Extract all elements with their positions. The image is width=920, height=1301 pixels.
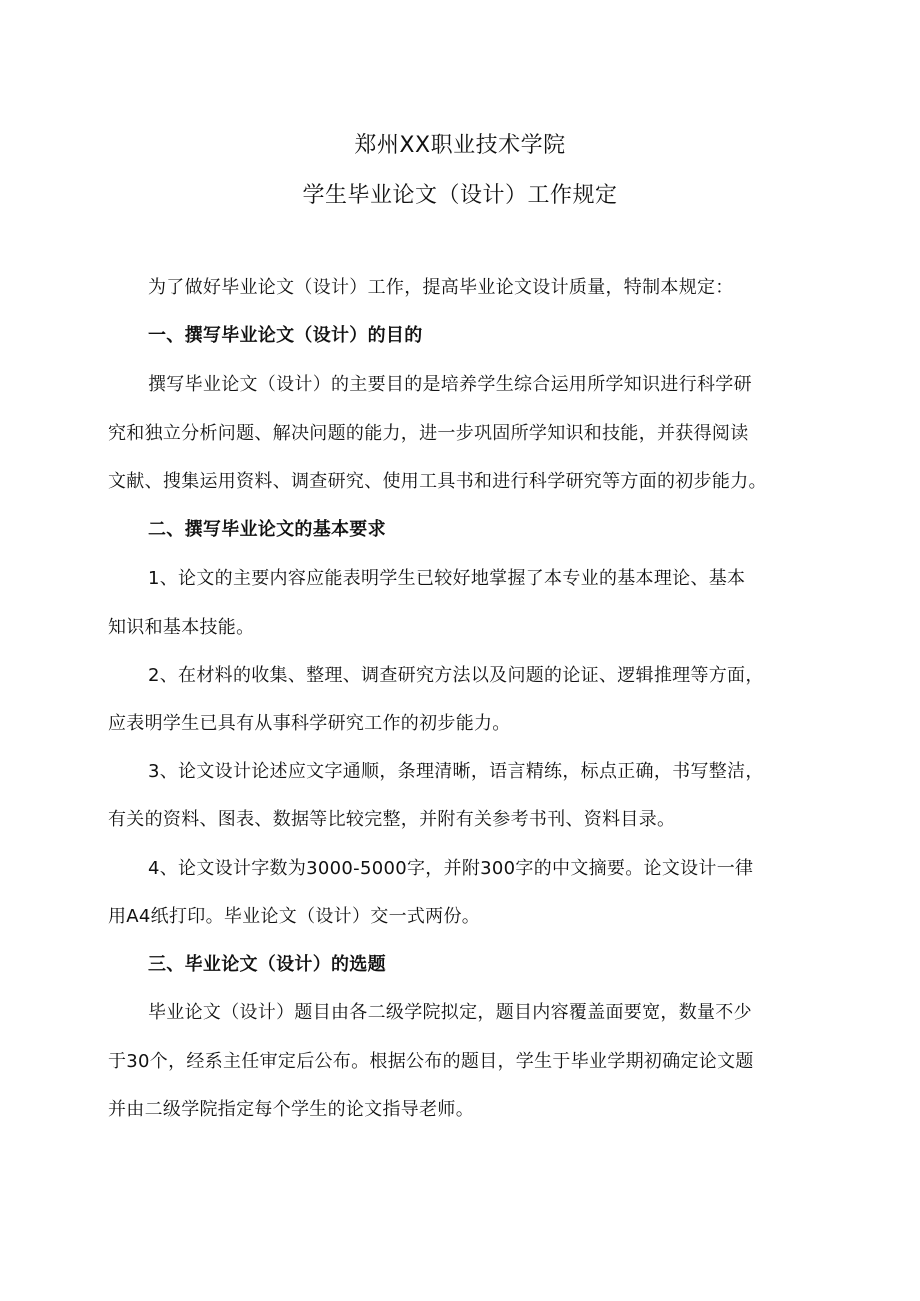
requirement-item-2-line: 2、在材料的收集、整理、调查研究方法以及问题的论证、逻辑推理等方面， xyxy=(148,665,764,686)
document-title-line-2: 学生毕业论文（设计）工作规定 xyxy=(302,183,618,208)
intro-paragraph: 为了做好毕业论文（设计）工作，提高毕业论文设计质量，特制本规定： xyxy=(148,277,734,298)
section-3-paragraph-line: 于30个，经系主任审定后公布。根据公布的题目，学生于毕业学期初确定论文题 xyxy=(108,1051,754,1072)
requirement-item-1-line: 1、论文的主要内容应能表明学生已较好地掌握了本专业的基本理论、基本 xyxy=(148,568,746,589)
section-2-heading: 二、撰写毕业论文的基本要求 xyxy=(148,519,386,540)
requirement-item-3-line: 有关的资料、图表、数据等比较完整，并附有关参考书刊、资料目录。 xyxy=(108,809,676,830)
requirement-item-4-line: 用A4纸打印。毕业论文（设计）交一式两份。 xyxy=(108,906,481,927)
section-1-heading: 一、撰写毕业论文（设计）的目的 xyxy=(148,325,423,346)
requirement-item-1-line: 知识和基本技能。 xyxy=(108,617,255,638)
section-1-paragraph-line: 撰写毕业论文（设计）的主要目的是培养学生综合运用所学知识进行科学研 xyxy=(148,374,752,395)
requirement-item-4-line: 4、论文设计字数为3000-5000字，并附300字的中文摘要。论文设计一律 xyxy=(148,858,754,879)
section-1-paragraph-line: 究和独立分析问题、解决问题的能力，进一步巩固所学知识和技能，并获得阅读 xyxy=(108,423,749,444)
section-3-paragraph-line: 并由二级学院指定每个学生的论文指导老师。 xyxy=(108,1099,474,1120)
section-1-paragraph-line: 文献、搜集运用资料、调查研究、使用工具书和进行科学研究等方面的初步能力。 xyxy=(108,471,767,492)
requirement-item-2-line: 应表明学生已具有从事科学研究工作的初步能力。 xyxy=(108,713,511,734)
requirement-item-3-line: 3、论文设计论述应文字通顺，条理清晰，语言精练，标点正确，书写整洁， xyxy=(148,761,764,782)
section-3-heading: 三、毕业论文（设计）的选题 xyxy=(148,954,386,975)
document-title-line-1: 郑州XX职业技术学院 xyxy=(354,133,566,158)
section-3-paragraph-line: 毕业论文（设计）题目由各二级学院拟定，题目内容覆盖面要宽，数量不少 xyxy=(148,1002,752,1023)
